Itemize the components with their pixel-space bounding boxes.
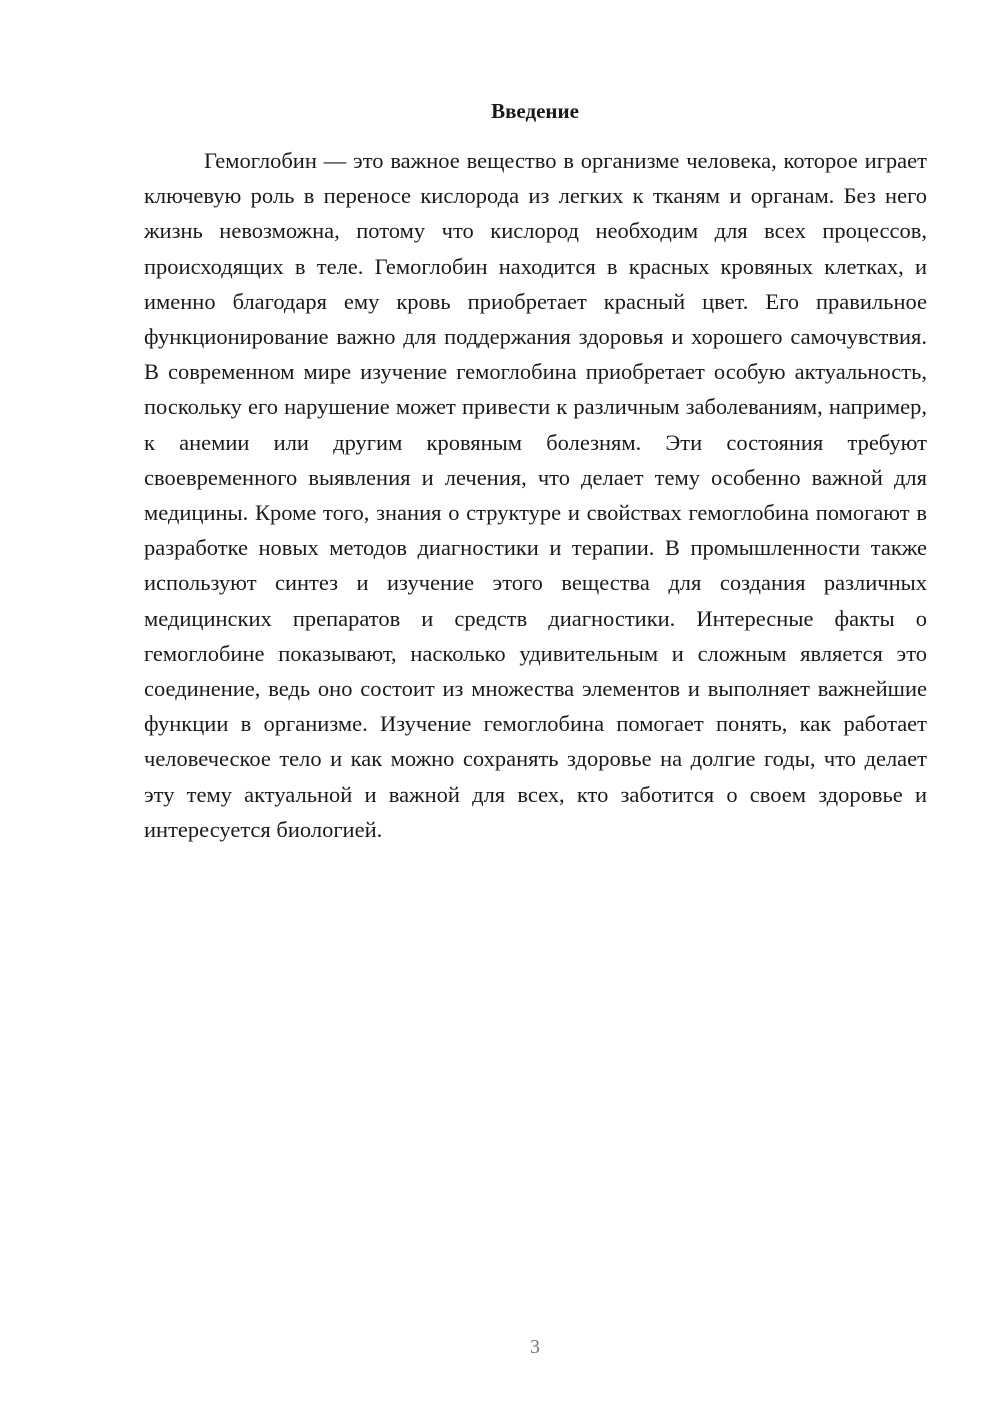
page-number: 3 [530, 1336, 540, 1358]
body-paragraph: Гемоглобин — это важное вещество в организме человека, которое играет ключевую роль в переносе кислорода из легких к тканям и органам. Без него жизнь невозможна, потому что кислород необходим для всех процессов, происходящих в теле. Гемоглобин находится в красных кровяных клетках, и именно благодаря ему кровь приобретает красный цвет. Его правильное функционирование важно для поддержания здоровья и хорошего самочувствия. В современном мире изучение гемоглобина приобретает особую актуальность, поскольку его нарушение может привести к различным заболеваниям, например, к анемии или другим кровяным болезням. Эти состояния требуют своевременного выявления и лечения, что делает тему особенно важной для медицины. Кроме того, знания о структуре и свойствах гемоглобина помогают в разработке новых методов диагностики и терапии. В промышленности также используют синтез и изучение этого вещества для создания различных медицинских препаратов и средств диагностики. Интересные факты о гемоглобине показывают, насколько удивительным и сложным является это соединение, ведь оно состоит из множества элементов и выполняет важнейшие функции в организме. Изучение гемоглобина помогает понять, как работает человеческое тело и как можно сохранять здоровье на долгие годы, что делает эту тему актуальной и важной для всех, кто заботится о своем здоровье и интересуется биологией. [144, 148, 927, 842]
section-heading: Введение [491, 99, 579, 123]
